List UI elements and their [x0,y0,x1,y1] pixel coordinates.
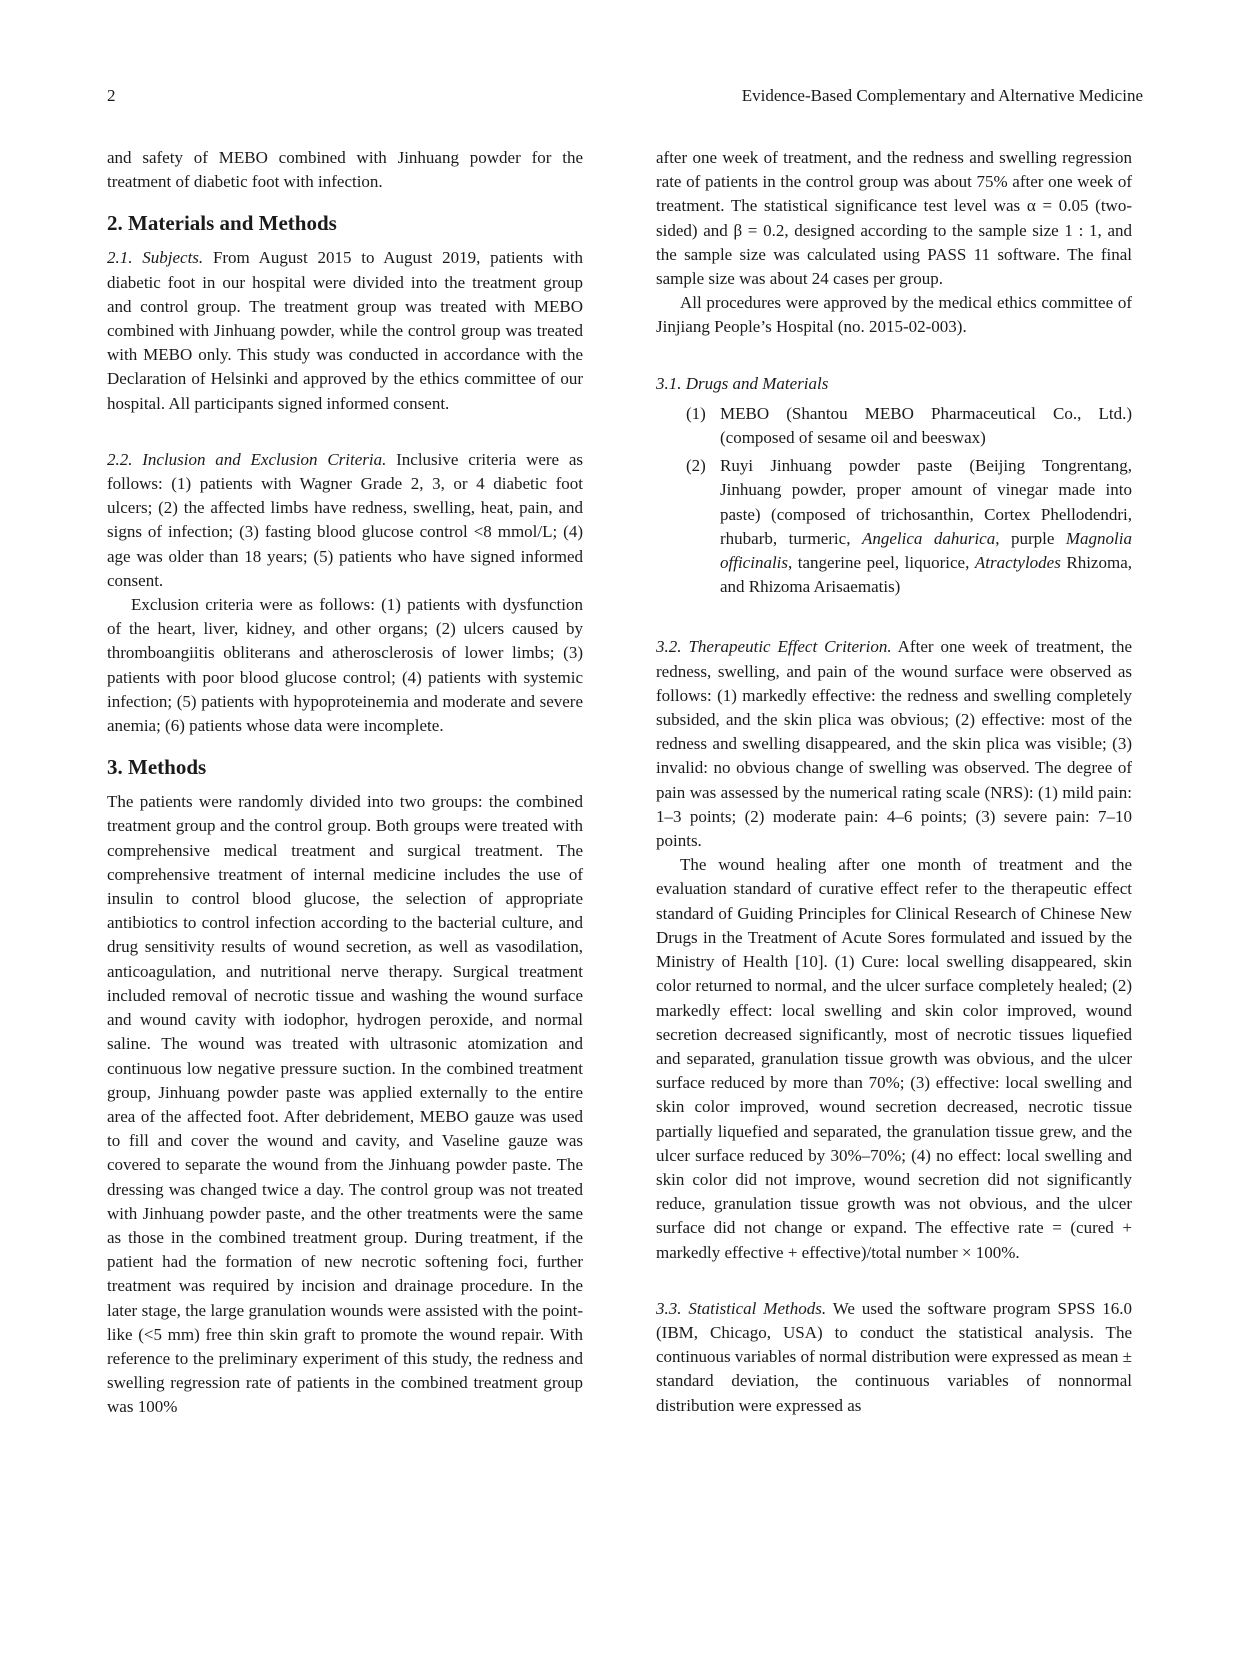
list-item-text: MEBO (Shantou MEBO Pharmaceutical Co., Ltd.) (composed of sesame oil and beeswax) [720,403,1132,448]
page-number: 2 [107,86,116,105]
drug2-text-a: Ruyi Jinhuang powder paste (Beijing Tongrentang, Jinhuang powder, proper amount of vinegar made into paste) (composed of trichosanthin, Cortex Phellodendri, rhubarb, turmeric, [720,456,1132,548]
subjects-text: From August 2015 to August 2019, patients with diabetic foot in our hospital were divided into the treatment group and control group. The treatment group was treated with MEBO combined with Jinhuang powder, while the control group was treated with MEBO only. This study was conducted in accordance with the Declaration of Helsinki and approved by the ethics committee of our hospital. All participants signed informed consent. [107,248,584,413]
wound-healing-paragraph: The wound healing after one month of treatment and the evaluation standard of curative effect refer to the therapeutic effect standard of Guiding Principles for Clinical Research of Chinese New Drugs in the Treatment of Acute Sores formulated and issued by the Ministry of Health [10]. (1) Cure: local swelling disappeared, skin color returned to normal, and the ulcer surface completely healed; (2) markedly effect: local swelling and skin color improved, wound secretion decreased significantly, most of necrotic tissues liquefied and separated, granulation tissue growth was obvious, and the ulcer surface reduced by more than 70%; (3) effective: local swelling and skin color improved, wound secretion decreased, necrotic tissue partially liquefied and separated, the granulation tissue grew, and the ulcer surface reduced by 30%–70%; (4) no effect: local swelling and skin color did not improve, wound secretion did not significantly reduce, granulation tissue growth was not obvious, and the ulcer surface did not change or expand. The effective rate = (cured + markedly effective + effective)/total number × 100%. [656,855,1132,1262]
drug2-italic-angelica: Angelica dahurica [861,528,996,548]
left-column [107,146,583,1420]
ethics-paragraph: All procedures were approved by the medical ethics committee of Jinjiang People’s Hospital (no. 2015-02-003). [656,293,1132,337]
exclusion-paragraph: Exclusion criteria were as follows: (1) patients with dysfunction of the heart, liver, kidney, and other organs; (2) ulcers caused by thromboangiitis obliterans and atherosclerosis of lower limbs; (3) patients with poor blood glucose control; (4) patients with systemic infection; (5) patients with hypoproteinemia and moderate and severe anemia; (6) patients whose data were incomplete. [107,595,583,736]
methods-paragraph: The patients were randomly divided into two groups: the combined treatment group and the control group. Both groups were treated with comprehensive medical treatment and surgical treatment. The comprehensive treatment of internal medicine includes the use of insulin to control blood glucose, the selection of appropriate antibiotics to control infection according to the bacterial culture, and drug sensitivity results of wound secretion, as well as vasodilation, anticoagulation, and nutritional nerve therapy. Surgical treatment included removal of necrotic tissue and washing the wound surface and wound cavity with iodophor, hydrogen peroxide, and normal saline. The wound was treated with ultrasonic atomization and continuous low negative pressure suction. In the combined treatment group, Jinhuang powder paste was applied externally to the entire area of the affected foot. After debridement, MEBO gauze was used to fill and cover the wound and cavity, and Vaseline gauze was covered to separate the wound from the Jinhuang powder paste. The dressing was changed twice a day. The control group was not treated with Jinhuang powder paste, and the other treatments were the same as those in the combined treatment group. During treatment, if the patient had the formation of new necrotic softening foci, further treatment was required by incision and drainage procedure. In the later stage, the large granulation wounds were assisted with the point-like (<5 mm) free thin skin graft to promote the wound repair. With reference to the preliminary experiment of this study, the redness and swelling regression rate of patients in the combined treatment group was 100% [107,792,583,1417]
statistical-methods-text: We used the software program SPSS 16.0 (IBM, Chicago, USA) to conduct the statistical analysis. The continuous variables of normal distribution were expressed as mean ± standard deviation, the continuous variables of nonnormal distribution were expressed as [656,1298,1132,1415]
list-item [656,454,1132,599]
subjects-paragraph [107,246,583,415]
effect-criterion-paragraph [656,635,1132,853]
drugs-heading: 3.1. Drugs and Materials [656,373,829,393]
sample-size-paragraph: after one week of treatment, and the redness and swelling regression rate of patients in the control group was about 75% after one week of treatment. The statistical significance test level was α = 0.05 (two-sided) and β = 0.2, designed according to the sample size 1 : 1, and the sample size was calculated using PASS 11 software. The final sample size was about 24 cases per group. [656,148,1132,289]
effect-criterion-heading: 3.2. Therapeutic Effect Criterion. [656,637,892,657]
list-item-text [714,454,1132,599]
subjects-heading: 2.1. Subjects. [107,248,204,268]
drug2-text-d: Rhizoma, and Rhizoma Arisaematis) [720,553,1132,597]
inclusion-heading: 2.2. Inclusion and Exclusion Criteria. [107,449,387,469]
drug2-text-b: , purple [995,528,1066,548]
section-heading-materials-methods: 2. Materials and Methods [107,211,337,236]
drug2-italic-atractylodes: Atractylodes [974,553,1061,573]
statistical-methods-heading: 3.3. Statistical Methods. [656,1298,827,1318]
drugs-list [656,402,1132,600]
list-item [656,402,1132,450]
section-heading-methods: 3. Methods [107,755,207,780]
effect-criterion-text: After one week of treatment, the redness, swelling, and pain of the wound surface were observed as follows: (1) markedly effective: the redness and swelling completely subsided, and the skin plica was obvious; (2) effective: most of the redness and swelling disappeared, and the skin plica was visible; (3) invalid: no obvious change of swelling was observed. The degree of pain was assessed by the numerical rating scale (NRS): (1) mild pain: 1–3 points; (2) moderate pain: 4–6 points; (3) severe pain: 7–10 points. [656,637,1132,851]
list-item-number: (2) [686,456,706,476]
right-column [656,146,1132,1418]
inclusion-text: Inclusive criteria were as follows: (1) patients with Wagner Grade 2, 3, or 4 diabetic foot ulcers; (2) the affected limbs have redness, swelling, heat, pain, and signs of infection; (3) fasting blood glucose control <8 mmol/L; (4) age was older than 18 years; (5) patients who have signed informed consent. [107,449,584,590]
statistical-methods-paragraph [656,1297,1132,1418]
inclusion-paragraph [107,448,583,593]
journal-title: Evidence-Based Complementary and Alternative Medicine [741,86,1143,105]
drug2-text-c: , tangerine peel, liquorice, [788,553,975,573]
intro-tail-paragraph: and safety of MEBO combined with Jinhuang powder for the treatment of diabetic foot with infection. [107,148,583,192]
drug2-italic-magnolia: Magnolia officinalis [720,528,1132,573]
running-header [107,86,1143,106]
list-item-number: (1) [686,403,706,423]
